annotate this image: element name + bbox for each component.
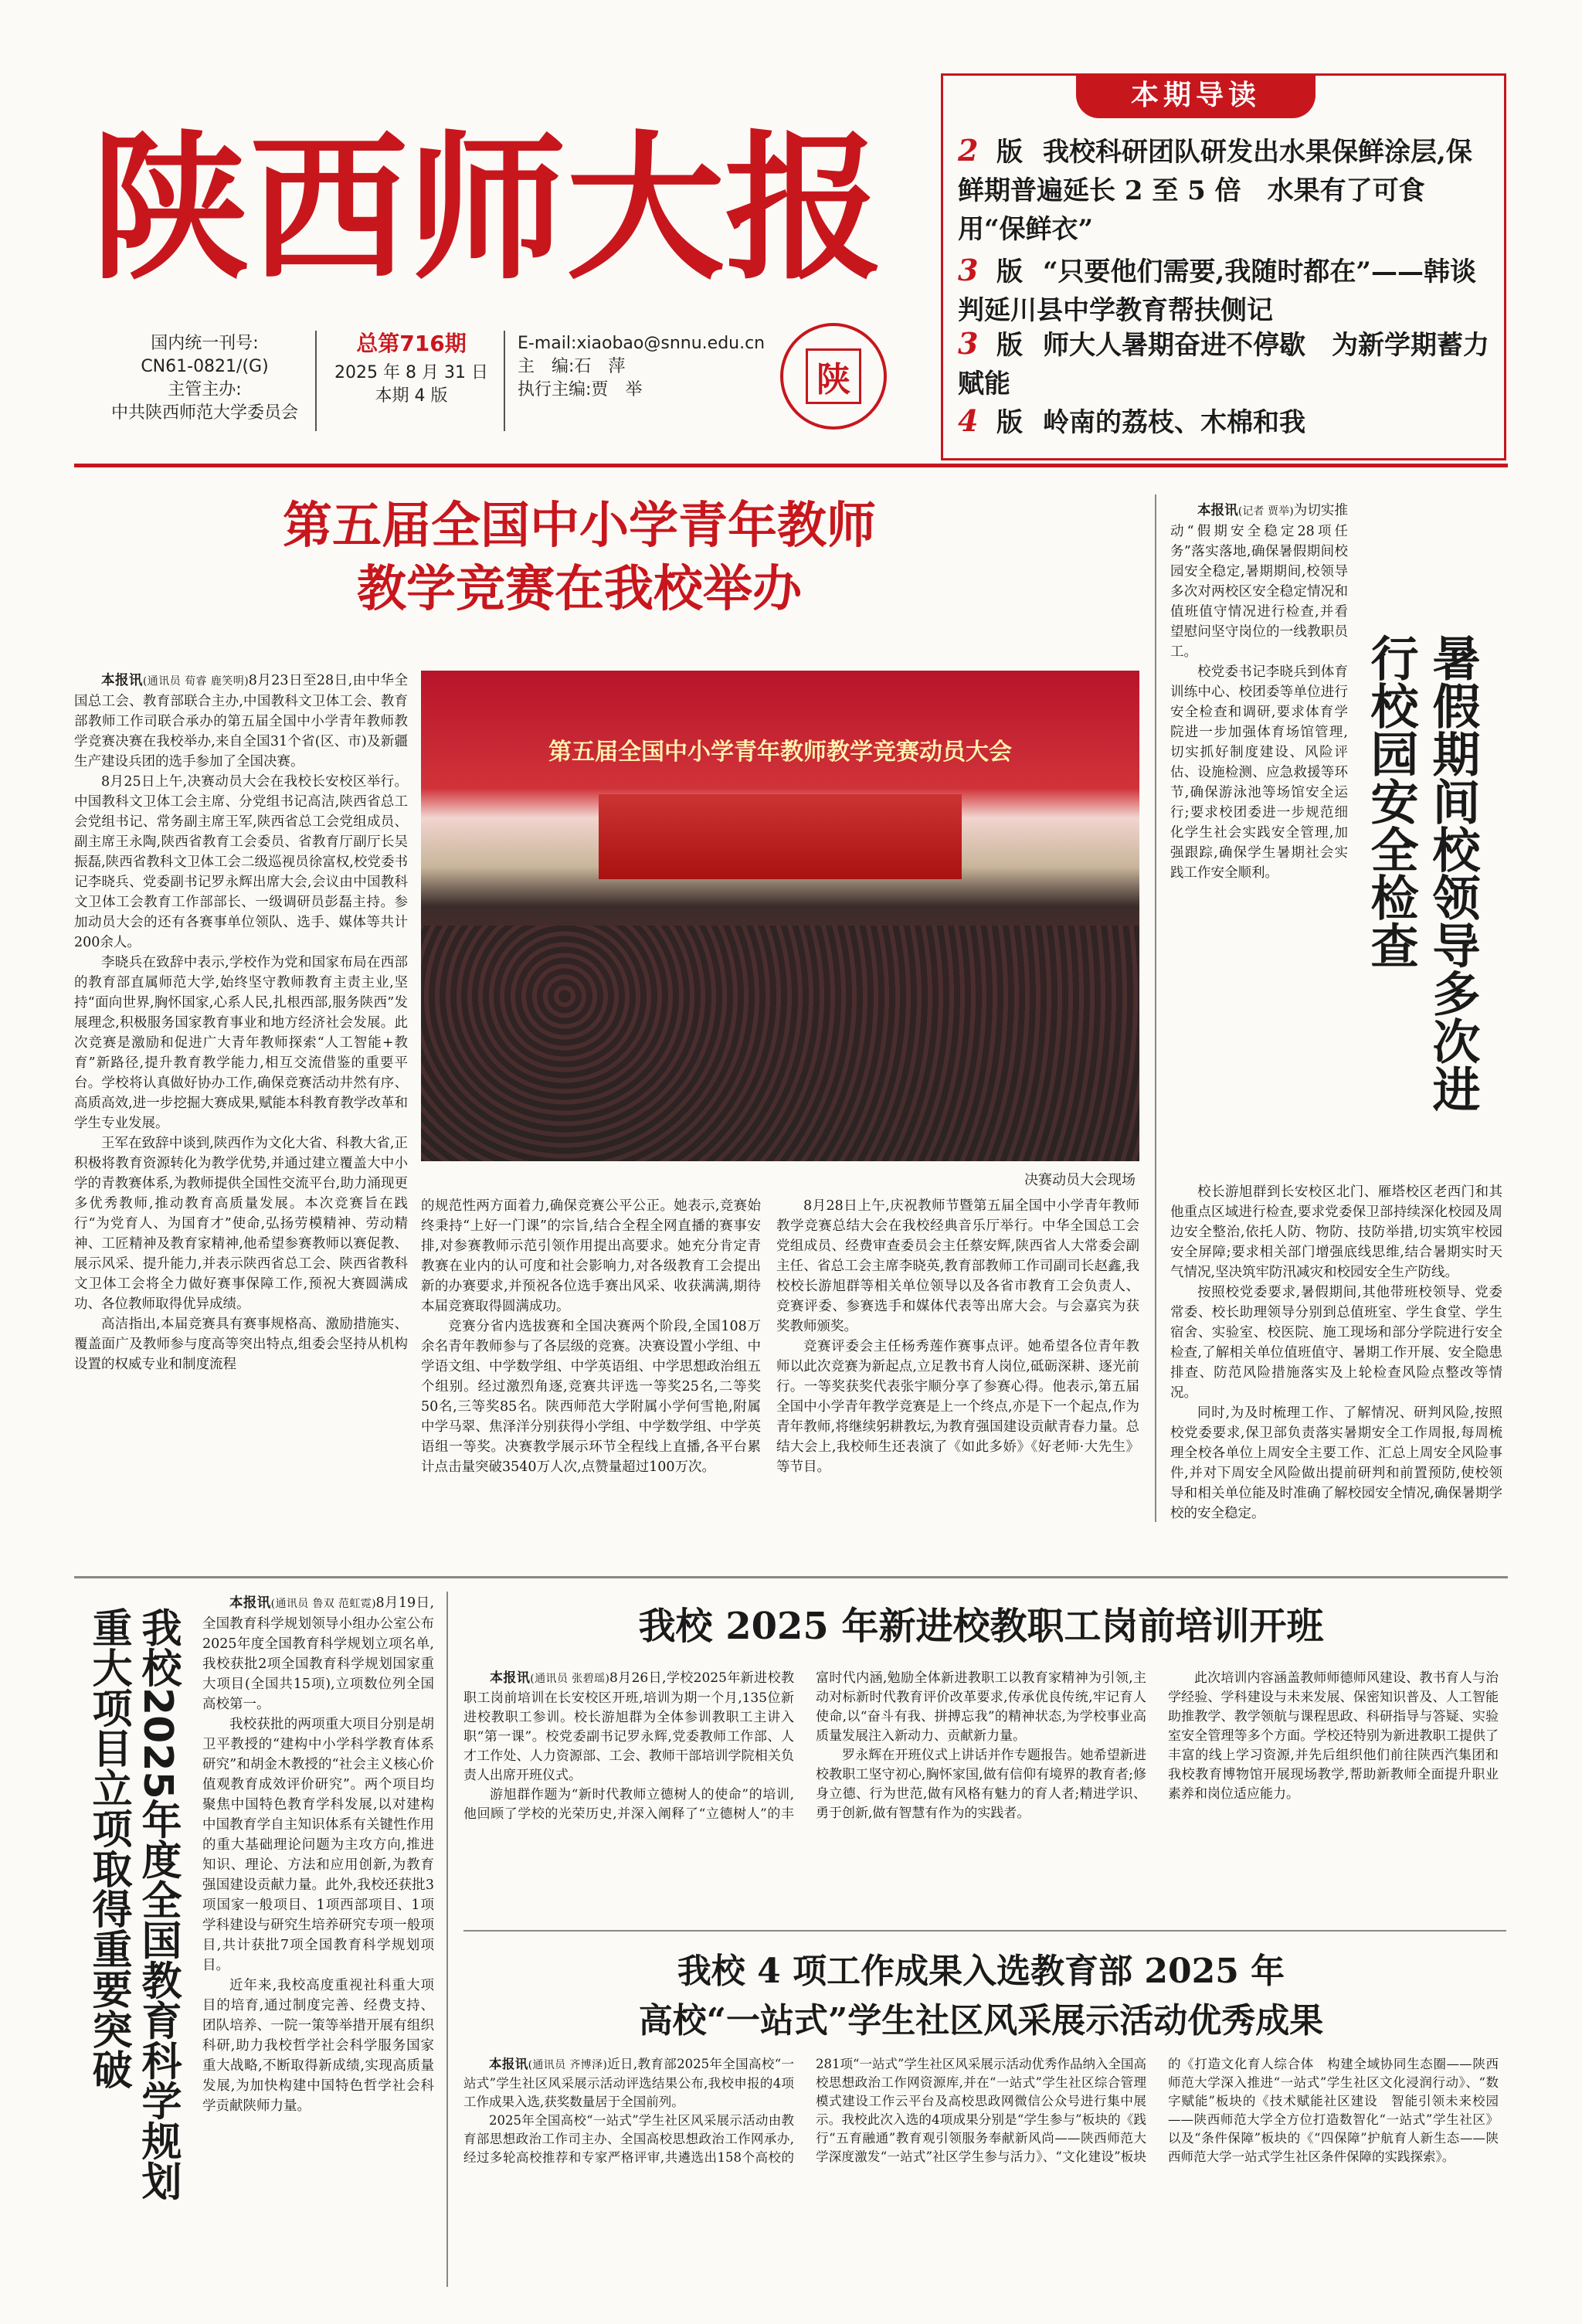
training-article	[463, 1669, 1499, 1824]
lead-para: 竞赛分省内选拔赛和全国决赛两个阶段,全国108万余名青年教师参与了各层级的竞赛。决赛设置小学组、中学语文组、中学数学组、中学英语组、中学思想政治组五个组别。经过激烈角逐,竞赛共评选一等奖25名,二等奖50名,三等奖85名。陕西师范大学附属小学何雪艳,附属中学马翠、焦泽洋分别获得小学组、中学数学组、中学英语组一等奖。决赛教学展示环节全程线上直播,各平台累计点击量突破3540万人次,点赞量超过100万次。	[421, 1319, 761, 1475]
byline-note: (记者 贾举)	[1237, 505, 1294, 518]
safety-article	[1170, 501, 1348, 883]
editor-info	[518, 332, 772, 402]
community-para	[463, 2055, 794, 2112]
meta-divider	[315, 331, 317, 431]
meta-line: 中共陕西师范大学委员会	[110, 403, 298, 423]
guide-item[interactable]	[958, 251, 1491, 330]
research-para: 我校获批的两项重大项目分别是胡卫平教授的“建构中小学科学教育体系研究”和胡金木教授的“社会主义核心价值观教育成效评价研究”。两个项目均聚焦中国特色教育学科发展,以对建构中国教育学自主知识体系有关键性作用的重大基础理论问题为主攻方向,推进知识、理论、方法和应用创新,为教育强国建设贡献力量。此外,我校还获批3项国家一般项目、1项西部项目、1项学科建设与研究生培养研究专项一般项目,共计获批7项全国教育科学规划项目。	[202, 1717, 434, 1973]
community-article	[463, 2055, 1499, 2167]
research-para: 近年来,我校高度重视社科重大项目的培育,通过制度完善、经费支持、团队培养、一院一策等举措开展有组织科研,助力我校哲学社会科学服务国家重大战略,不断取得新成绩,实现高质量发展,为加快构建中国特色哲学社会科学贡献陕师力量。	[202, 1978, 434, 2114]
lead-para: 竞赛评委会主任杨秀莲作赛事点评。她希望各位青年教师以此次竞赛为新起点,立足教书育人岗位,砥砺深耕、逐光前行。一等奖获奖代表张宇顺分享了参赛心得。他表示,第五届全国中小学青年教学竞赛是上一个终点,亦是下一个起点,作为青年教师,将继续躬耕教坛,为教育强国建设贡献青春力量。总结大会上,我校师生还表演了《如此多娇》《好老师·大先生》等节目。	[776, 1339, 1139, 1475]
column-rule	[446, 1592, 448, 2287]
research-article	[202, 1593, 434, 2116]
community-headline-line2: 高校“一站式”学生社区风采展示活动优秀成果	[638, 2001, 1324, 2040]
lead-column-1	[74, 671, 408, 1374]
section-rule	[463, 1930, 1506, 1932]
byline: 本报讯	[489, 2057, 528, 2071]
lead-column-3	[776, 1196, 1139, 1477]
photo-audience	[421, 926, 1139, 1161]
editor: 主 编:石 萍	[518, 357, 626, 376]
guide-ban: 版	[996, 330, 1023, 361]
safety-text: 为切实推动“假期安全稳定28项任务”落实落地,确保暑假期间校园安全稳定,暑期期间,校领导多次对两校区安全稳定情况和值班值守情况进行检查,并看望慰问坚守岗位的一线教职员工。	[1170, 503, 1349, 660]
research-para	[202, 1593, 434, 1714]
lead-column-2	[421, 1196, 761, 1477]
guide-item[interactable]	[958, 131, 1491, 249]
issue-info	[328, 332, 494, 408]
training-para	[463, 1669, 794, 1785]
guide-text: 师大人暑期奋进不停歇 为新学期蓄力赋能	[958, 330, 1489, 399]
lead-para: 高洁指出,本届竞赛具有赛事规格高、激励措施实、覆盖面广及教师参与度高等突出特点,组委会坚持从机构设置的权威专业和制度流程	[74, 1317, 408, 1372]
byline: 本报讯	[101, 673, 143, 688]
research-text: 8月19日,全国教育科学规划领导小组办公室公布2025年度全国教育科学规划立项名单,我校获批2项全国教育科学规划国家重大项目(全国共15项),立项数位列全国高校第一。	[202, 1595, 435, 1712]
safety-para: 同时,为及时梳理工作、了解情况、研判风险,按照校党委要求,保卫部负责落实暑期安全工作周报,每周梳理全校各单位上周安全主要工作、汇总上周安全风险事件,并对下周安全风险做出提前研判和前置预防,使校领导和相关单位能及时准确了解校园安全情况,确保暑期学校的安全稳定。	[1170, 1405, 1502, 1521]
lead-headline-line2: 教学竞赛在我校举办	[357, 561, 802, 618]
lead-para: 的规范性两方面着力,确保竞赛公平公正。她表示,竞赛始终秉持“上好一门课”的宗旨,结合全程全网直播的赛事安排,对参赛教师示范引领作用提出高要求。她充分肯定青教赛在业内的认可度和社会影响力,对各级教育工会提出新的办赛要求,并预祝各位选手赛出风采、收获满满,期待本届竞赛取得圆满成功。	[421, 1198, 761, 1314]
guide-page-no: 2	[958, 133, 979, 168]
page-count: 本期 4 版	[375, 386, 448, 406]
lead-text: 8月23日至28日,由中华全国总工会、教育部联合主办,中国教科文卫体工会、教育部教师工作司联合承办的第五届全国中小学青年教师教学竞赛决赛在我校举办,来自全国31个省(区、市)及新疆生产建设兵团的选手参加了全国决赛。	[74, 673, 408, 770]
meta-line: 国内统一刊号:	[151, 334, 259, 353]
byline-note: (通讯员 鲁双 范虹霓)	[270, 1598, 376, 1610]
lead-headline	[124, 494, 1035, 621]
community-text: 近日,教育部2025年全国高校“一站式”学生社区风采展示活动评选结果公布,我校申报的4项工作成果入选,获奖数量居于全国前列。	[463, 2057, 795, 2109]
meta-line: CN61-0821/(G)	[141, 357, 269, 376]
guide-text: “只要他们需要,我随时都在”——韩谈判延川县中学教育帮扶侧记	[958, 257, 1476, 326]
guide-page-no: 3	[958, 253, 979, 287]
seal-char: 陕	[806, 348, 861, 404]
training-para: 此次培训内容涵盖教师师德师风建设、教书育人与治学经验、学科建设与未来发展、保密知识普及、人工智能助推教学、教学领航与课程思政、科研指导与答疑、实验室安全管理等多个方面。学校还特别为新进教职工提供了丰富的线上学习资源,并先后组织他们前往陕西汽集团和我校教育博物馆开展现场教学,帮助新教师全面提升职业素养和岗位适应能力。	[1168, 1670, 1499, 1802]
lead-headline-line1: 第五届全国中小学青年教师	[283, 498, 876, 555]
community-headline-line1: 我校 4 项工作成果入选教育部 2025 年	[677, 1952, 1285, 1991]
lead-para: 8月28日上午,庆祝教师节暨第五届全国中小学青年教师教学竞赛总结大会在我校经典音乐厅举行。中华全国总工会党组成员、经费审查委员会主任蔡安辉,陕西省人大常委会副主任、省总工会主席李晓英,教育部教师工作司副司长赵鑫,我校校长游旭群等相关单位领导以及各省市教育工会负责人、竞赛评委、参赛选手和媒体代表等出席大会。与会嘉宾为获奖教师颁奖。	[776, 1198, 1139, 1334]
issue-number: 总第716期	[356, 331, 467, 356]
guide-text: 我校科研团队研发出水果保鲜涂层,保鲜期普遍延长 2 至 5 倍 水果有了可食用“保鲜衣”	[958, 137, 1472, 245]
training-para: 游旭群作题为“新时代教师立德树人的使命”的培训,他回顾了学校的光荣历史,并深入阐释了“立德树人”的丰富时代内涵,勉励全体新进教职工以教育家精神为引领,主动对标新时代教育评价改革要求,传承优良传统,牢记育人使命,以“奋斗有我、拼搏忘我”的精神状态,为学校事业高质量发展注入新动力、贡献新力量。	[463, 1670, 1146, 1822]
safety-para: 按照校党委要求,暑假期间,其他带班校领导、党委常委、校长助理领导分别到总值班室、学生食堂、学生宿舍、实验室、校医院、施工现场和部分学院进行安全检查,了解相关单位值班值守、暑期工作开展、安全隐患排查、防范风险措施落实及上轮检查风险点整改等情况。	[1170, 1285, 1502, 1401]
guide-item[interactable]	[958, 324, 1491, 403]
community-para: 2025年全国高校“一站式”学生社区风采展示活动由教育部思想政治工作司主办、全国高校思想政治工作网承办,经过多轮高校推荐和专家严格评审,共遴选出158个高校的281项“一站式”学生社区风采展示活动优秀作品纳入全国高校思想政治工作网资源库,并在“一站式”学生社区综合管理模式建设工作云平台及高校思政网微信公众号进行集中展示。我校此次入选的4项成果分别是“学生参与”板块的《践行“五育融通”教育观引领服务奉献新风尚——陕西师范大学深度激发“一站式”社区学生参与活力》、“文化建设”板块的《打造文化育人综合体 构建全域协同生态圈——陕西师范大学深入推进“一站式”学生社区文化浸润行动》、“数字赋能”板块的《技术赋能社区建设 智能引领未来校园——陕西师范大学全方位打造数智化“一站式”学生社区》以及“条件保障”板块的《“四保障”护航育人新生态——陕西师范大学一站式学生社区条件保障的实践探索》。	[463, 2057, 1499, 2165]
guide-page-no: 3	[958, 326, 979, 361]
section-rule	[74, 1576, 1508, 1578]
photo-caption: 决赛动员大会现场	[1024, 1172, 1136, 1188]
lead-para: 王军在致辞中谈到,陕西作为文化大省、科教大省,正积极将教育资源转化为教学优势,并通过建立覆盖大中小学的青教赛体系,为教师提供全国性交流平台,助力涌现更多优秀教师,推动教育高质量发展。本次竞赛旨在践行“为党育人、为国育才”使命,弘扬劳模精神、劳动精神、工匠精神及教育家精神,他希望参赛教师以赛促教、展示风采、提升能力,并表示陕西省总工会、陕西省教科文卫体工会将全力做好赛事保障工作,预祝大赛圆满成功、各位教师取得优异成绩。	[74, 1136, 408, 1312]
guide-label: 本期导读	[1076, 73, 1316, 118]
lead-para: 李晓兵在致辞中表示,学校作为党和国家布局在西部的教育部直属师范大学,始终坚守教师教育主责主业,坚持“面向世界,胸怀国家,心系人民,扎根西部,服务陕西”发展理念,积极服务国家教育事业和地方经济社会发展。此次竞赛是激励和促进广大青年教师探索“人工智能+教育”新路径,提升教育教学能力,相互交流借鉴的重要平台。学校将认真做好协办工作,确保竞赛活动井然有序、高质高效,进一步挖掘大赛成果,赋能本科教育教学改革和学生专业发展。	[74, 955, 408, 1131]
safety-para: 校长游旭群到长安校区北门、雁塔校区老西门和其他重点区域进行检查,要求党委保卫部持续深化校园及周边安全整治,依托人防、物防、技防举措,切实筑牢校园安全屏障;要求相关部门增强底线思维,结合暑期实时天气情况,坚决筑牢防汛减灾和校园安全生产防线。	[1170, 1184, 1502, 1280]
email: E-mail:xiaobao@snnu.edu.cn	[518, 334, 766, 353]
conference-photo	[421, 671, 1139, 1161]
community-headline	[463, 1947, 1499, 2046]
photo-stage	[599, 794, 962, 879]
safety-para	[1170, 501, 1348, 662]
byline: 本报讯	[1197, 503, 1238, 518]
guide-ban: 版	[996, 407, 1023, 438]
publication-registration	[100, 332, 309, 425]
exec-editor: 执行主编:贾 举	[518, 380, 643, 399]
guide-text: 岭南的荔枝、木棉和我	[1043, 407, 1305, 438]
training-headline: 我校 2025 年新进校教职工岗前培训开班	[638, 1605, 1324, 1648]
meta-line: 主管主办:	[168, 380, 242, 399]
research-headline: 我校2025年度全国教育科学规划重大项目立项取得重要突破	[85, 1607, 181, 2201]
photo-banner: 第五届全国中小学青年教师教学竞赛动员大会	[548, 739, 1012, 766]
lead-para	[74, 671, 408, 772]
meta-divider	[504, 331, 505, 431]
byline-note: (通讯员 荀睿 鹿笑明)	[142, 675, 249, 688]
lead-para: 8月25日上午,决赛动员大会在我校长安校区举行。中国教科文卫体工会主席、分党组书记高洁,陕西省总工会党组书记、常务副主席王军,陕西省总工会党组成员、副主席王永陶,陕西省教育工会委员、省教育厅副厅长吴振磊,陕西省教科文卫体工会二级巡视员徐富权,校党委书记李晓兵、党委副书记罗永辉出席大会,会议由中国教科文卫体工会教育工作部部长、一级调研员彭磊主持。参加动员大会的还有各赛事单位领队、选手、媒体等共计200余人。	[74, 774, 408, 950]
header-rule	[74, 464, 1508, 467]
safety-headline: 暑假期间校领导多次进行校园安全检查	[1363, 634, 1481, 1113]
byline-note: (通讯员 齐博泽)	[528, 2059, 607, 2071]
guide-ban: 版	[996, 137, 1023, 168]
byline: 本报讯	[229, 1595, 271, 1611]
column-rule	[1155, 494, 1156, 1522]
masthead-title: 陕西师大报	[91, 116, 883, 301]
training-text: 8月26日,学校2025年新进校教职工岗前培训在长安校区开班,培训为期一个月,135位新进校教职工参训。校长游旭群为全体参训教职工主讲入职“第一课”。校党委副书记罗永辉,党委教师工作部、人才工作处、人力资源部、工会、教师干部培训学院相关负责人出席开班仪式。	[463, 1670, 795, 1783]
byline-note: (通讯员 张碧瑶)	[530, 1673, 609, 1685]
guide-page-no: 4	[958, 403, 979, 438]
safety-article-cont	[1170, 1182, 1502, 1524]
issue-date: 2025 年 8 月 31 日	[334, 363, 488, 382]
guide-item[interactable]	[958, 402, 1491, 442]
training-para: 罗永辉在开班仪式上讲话并作专题报告。她希望新进校教职工坚守初心,胸怀家国,做有信仰有境界的教育者;修身立德、行为世范,做有风格有魅力的育人者;精进学识、勇于创新,做有智慧有作为的实践者。	[816, 1748, 1146, 1821]
byline: 本报讯	[490, 1670, 531, 1686]
safety-para: 校党委书记李晓兵到体育训练中心、校团委等单位进行安全检查和调研,要求体育学院进一步加强体育场馆管理,切实抓好制度建设、风险评估、设施检测、应急救援等环节,确保游泳池等场馆安全运行;要求校团委进一步规范细化学生社会实践安全管理,加强跟踪,确保学生暑期社会实践工作安全顺利。	[1170, 664, 1348, 881]
university-seal-logo	[780, 323, 887, 430]
guide-ban: 版	[996, 257, 1023, 287]
